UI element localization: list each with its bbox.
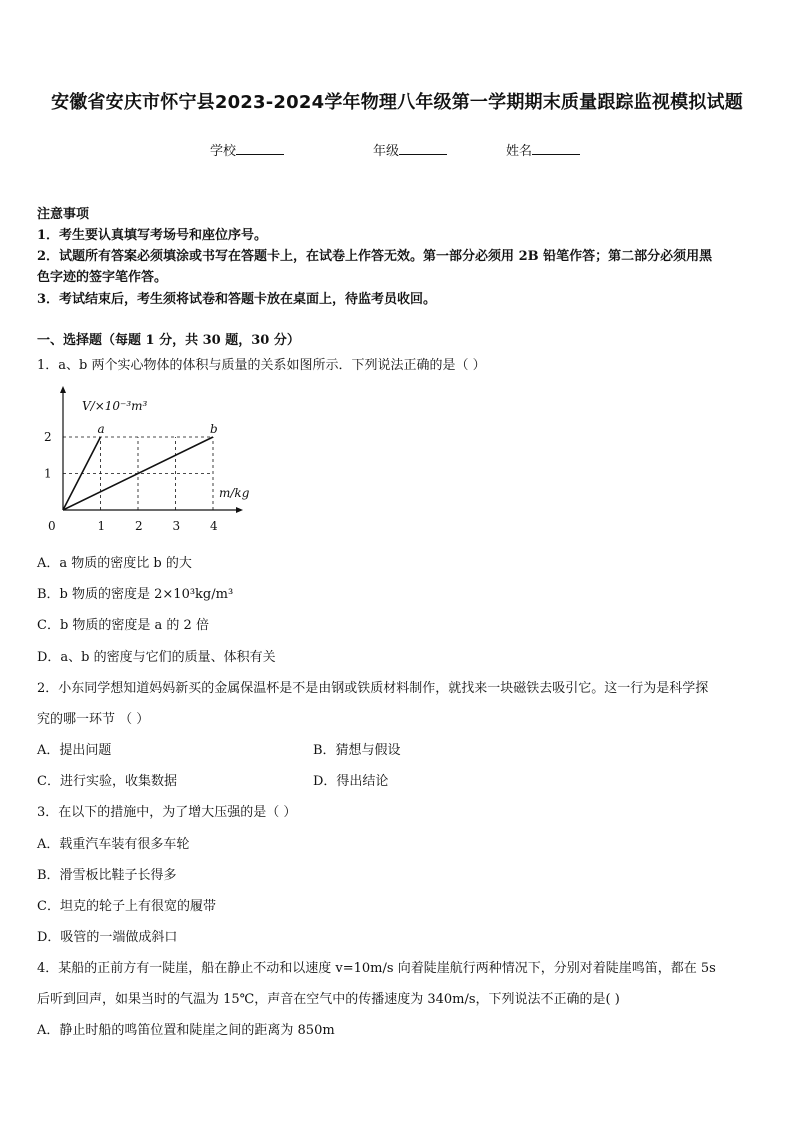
- y-tick-label: 1: [44, 466, 52, 481]
- q2-option-d: D．得出结论: [313, 774, 389, 789]
- y-axis-label: V/×10⁻³m³: [82, 399, 148, 413]
- q3-option-c: C．坦克的轮子上有很宽的履带: [37, 899, 216, 914]
- name-label: 姓名: [506, 144, 533, 159]
- x-tick-label: 3: [172, 519, 181, 533]
- q4-stem-line1: 4．某船的正前方有一陡崖，船在静止不动和以速度 v=10m/s 向着陡崖航行两种情况下，分别对着陡崖鸣笛，都在 5s: [37, 961, 716, 976]
- q4-option-a: A．静止时船的鸣笛位置和陡崖之间的距离为 850m: [37, 1023, 335, 1038]
- series-label-a: a: [97, 422, 105, 436]
- q2-option-b: B．猜想与假设: [313, 743, 401, 758]
- x-tick-label: 4: [210, 519, 218, 533]
- grade-blank[interactable]: [399, 142, 447, 155]
- q1-option-d: D．a、b 的密度与它们的质量、体积有关: [37, 650, 276, 665]
- q3-option-d: D．吸管的一端做成斜口: [37, 930, 178, 945]
- section-heading: 一、选择题（每题 1 分，共 30 题，30 分）: [37, 333, 300, 348]
- notice-item: 3．考试结束后，考生须将试卷和答题卡放在桌面上，待监考员收回。: [37, 292, 437, 307]
- page-title: 安徽省安庆市怀宁县2023-2024学年物理八年级第一学期期末质量跟踪监视模拟试题: [51, 92, 743, 113]
- school-blank[interactable]: [236, 142, 284, 155]
- q1-option-a: A．a 物质的密度比 b 的大: [37, 556, 192, 571]
- x-axis-arrow: [236, 507, 243, 513]
- volume-mass-chart: [36, 380, 266, 540]
- chart-svg: [36, 380, 266, 540]
- school-field: [210, 140, 284, 159]
- q1-stem: 1．a、b 两个实心物体的体积与质量的关系如图所示．下列说法正确的是（ ）: [37, 358, 486, 373]
- origin-label: 0: [48, 519, 56, 533]
- q3-option-a: A．载重汽车装有很多车轮: [37, 837, 190, 852]
- notice-heading: 注意事项: [37, 207, 90, 222]
- q3-stem: 3．在以下的措施中，为了增大压强的是（ ）: [37, 805, 297, 820]
- q1-option-b: B．b 物质的密度是 2×10³kg/m³: [37, 587, 234, 602]
- q2-stem-line2: 究的哪一环节 （ ）: [37, 712, 150, 727]
- x-tick-label: 1: [97, 519, 106, 533]
- q3-option-b: B．滑雪板比鞋子长得多: [37, 868, 177, 883]
- grade-label: 年级: [373, 144, 400, 159]
- notice-item: 色字迹的签字笔作答。: [37, 270, 168, 285]
- grade-field: [373, 140, 447, 159]
- school-label: 学校: [210, 144, 237, 159]
- name-field: [506, 140, 580, 159]
- notice-item: 1．考生要认真填写考场号和座位序号。: [37, 228, 268, 243]
- notice-item: 2．试题所有答案必须填涂或书写在答题卡上，在试卷上作答无效。第一部分必须用 2B 铅笔作答；第二部分必须用黑: [37, 249, 713, 264]
- x-axis-label: m/kg: [219, 486, 250, 500]
- name-blank[interactable]: [532, 142, 580, 155]
- q2-option-c: C．进行实验，收集数据: [37, 774, 177, 789]
- series-label-b: b: [210, 422, 218, 436]
- q2-stem-line1: 2．小东同学想知道妈妈新买的金属保温杯是不是由钢或铁质材料制作，就找来一块磁铁去吸引它。这一行为是科学探: [37, 681, 709, 696]
- x-tick-label: 2: [135, 519, 143, 533]
- y-tick-label: 2: [44, 430, 52, 444]
- q1-option-c: C．b 物质的密度是 a 的 2 倍: [37, 618, 209, 633]
- q2-option-a: A．提出问题: [37, 743, 112, 758]
- y-axis-arrow: [60, 386, 66, 393]
- q4-stem-line2: 后听到回声，如果当时的气温为 15℃，声音在空气中的传播速度为 340m/s，下列说法不正确的是( ): [37, 992, 620, 1007]
